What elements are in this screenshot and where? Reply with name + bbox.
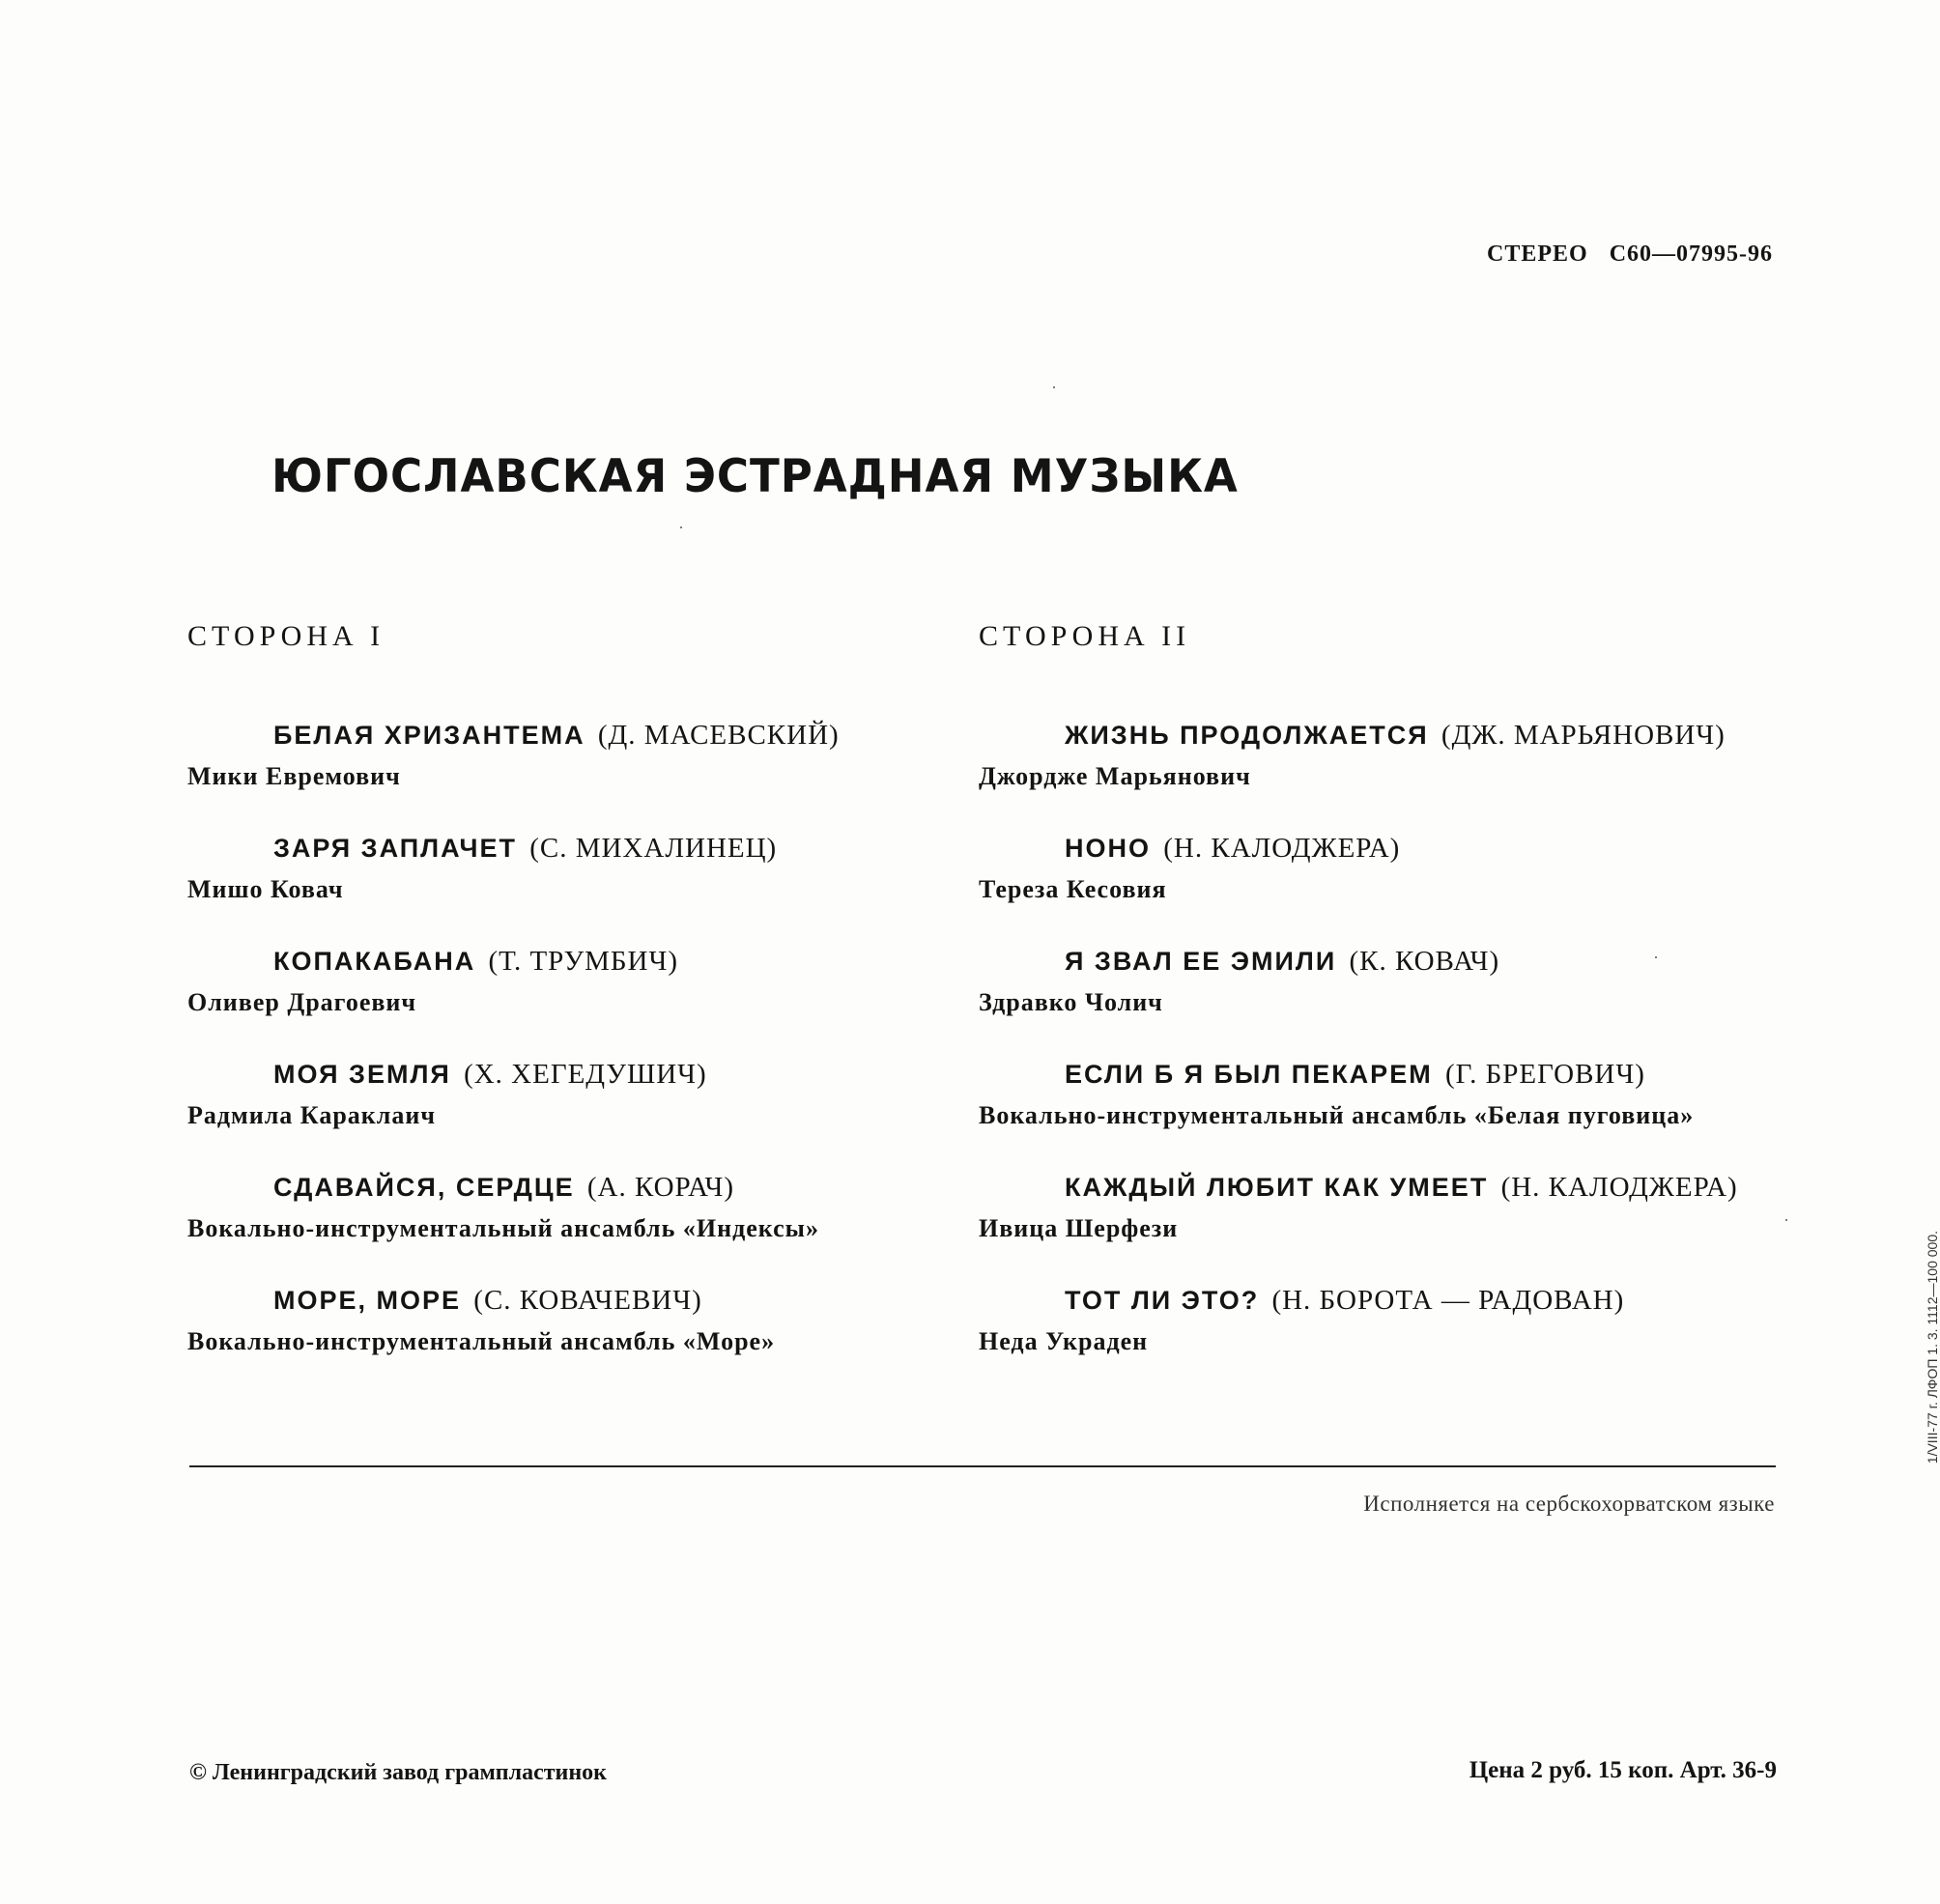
performer: Мики Евремович — [187, 762, 401, 790]
song-line — [1065, 1285, 1624, 1317]
language-note: Исполняется на сербскохорватском языке — [1363, 1492, 1775, 1516]
track-item — [187, 1285, 960, 1398]
song-line — [273, 946, 678, 978]
song-line — [1065, 1172, 1738, 1204]
performer: Неда Украден — [979, 1327, 1149, 1355]
song-title: КОПАКАБАНА — [273, 947, 476, 976]
composer: (С. МИХАЛИНЕЦ) — [529, 833, 778, 864]
song-title: ТОТ ЛИ ЭТО? — [1065, 1286, 1260, 1315]
performer: Мишо Ковач — [187, 875, 344, 903]
song-title: МОЯ ЗЕМЛЯ — [273, 1060, 451, 1089]
song-line — [1065, 720, 1726, 752]
performer: Радмила Караклаич — [187, 1101, 436, 1129]
song-line — [1065, 946, 1499, 978]
performer: Оливер Драгоевич — [187, 988, 417, 1016]
track-item — [187, 833, 960, 946]
composer: (Т. ТРУМБИЧ) — [488, 946, 679, 977]
side-heading: СТОРОНА I — [187, 620, 385, 652]
song-line — [1065, 1059, 1645, 1091]
song-title: ЕСЛИ Б Я БЫЛ ПЕКАРЕМ — [1065, 1060, 1433, 1089]
song-title: МОРЕ, МОРЕ — [273, 1286, 462, 1315]
stereo-label: СТЕРЕО — [1487, 242, 1588, 267]
composer: (Н. БОРОТА — РАДОВАН) — [1271, 1285, 1625, 1316]
print-speck — [1655, 956, 1657, 958]
album-title: ЮГОСЛАВСКАЯ ЭСТРАДНАЯ МУЗЫКА — [271, 450, 1239, 503]
composer: (С. КОВАЧЕВИЧ) — [473, 1285, 702, 1316]
song-line — [273, 833, 777, 865]
price-label: Цена 2 руб. 15 коп. Арт. 36-9 — [1469, 1757, 1777, 1783]
side-two — [979, 620, 1848, 1398]
song-title: Я ЗВАЛ ЕЕ ЭМИЛИ — [1065, 947, 1337, 976]
track-item — [187, 1172, 960, 1285]
catalog-number — [1487, 242, 1773, 268]
song-title: ЗАРЯ ЗАПЛАЧЕТ — [273, 834, 517, 863]
composer: (К. КОВАЧ) — [1349, 946, 1500, 977]
composer: (Д. МАСЕВСКИЙ) — [597, 720, 840, 751]
track-item — [979, 1059, 1848, 1172]
performer: Тереза Кесовия — [979, 875, 1167, 903]
track-item — [187, 946, 960, 1059]
track-item — [979, 833, 1848, 946]
performer: Ивица Шерфези — [979, 1214, 1179, 1242]
print-code — [1925, 1231, 1940, 1549]
print-speck — [1053, 386, 1055, 388]
track-item — [187, 1059, 960, 1172]
composer: (А. КОРАЧ) — [586, 1172, 735, 1203]
composer: (Х. ХЕГЕДУШИЧ) — [464, 1059, 707, 1090]
song-line — [1065, 833, 1400, 865]
song-line — [273, 1172, 734, 1204]
song-title: КАЖДЫЙ ЛЮБИТ КАК УМЕЕТ — [1065, 1173, 1489, 1202]
composer: (Г. БРЕГОВИЧ) — [1444, 1059, 1645, 1090]
track-item — [979, 1285, 1848, 1398]
side-heading: СТОРОНА II — [979, 620, 1191, 652]
song-title: СДАВАЙСЯ, СЕРДЦЕ — [273, 1173, 575, 1202]
song-line — [273, 1285, 702, 1317]
performer: Джордже Марьянович — [979, 762, 1251, 790]
track-item — [979, 1172, 1848, 1285]
print-code-text: 1/VIII-77 г. ЛФОП 1. 3. 1112—100 000. — [1925, 1231, 1940, 1464]
track-item — [979, 720, 1848, 833]
composer: (Н. КАЛОДЖЕРА) — [1500, 1172, 1738, 1203]
song-title: НОНО — [1065, 834, 1151, 863]
song-line — [273, 1059, 707, 1091]
composer: (ДЖ. МАРЬЯНОВИЧ) — [1441, 720, 1726, 751]
song-line — [273, 720, 840, 752]
print-speck — [680, 526, 682, 528]
print-speck — [1785, 1219, 1787, 1221]
performer: Здравко Чолич — [979, 988, 1163, 1016]
side-one — [187, 620, 960, 1398]
performer: Вокально-инструментальный ансамбль «Море» — [187, 1327, 776, 1355]
catalog-code: С60—07995-96 — [1609, 242, 1774, 267]
composer: (Н. КАЛОДЖЕРА) — [1163, 833, 1401, 864]
copyright-notice: © Ленинградский завод грампластинок — [189, 1760, 608, 1785]
song-title: БЕЛАЯ ХРИЗАНТЕМА — [273, 721, 585, 750]
song-title: ЖИЗНЬ ПРОДОЛЖАЕТСЯ — [1065, 721, 1429, 750]
track-item — [187, 720, 960, 833]
performer: Вокально-инструментальный ансамбль «Индексы» — [187, 1214, 819, 1242]
track-item — [979, 946, 1848, 1059]
divider-rule — [189, 1465, 1776, 1467]
performer: Вокально-инструментальный ансамбль «Белая пуговица» — [979, 1101, 1695, 1129]
